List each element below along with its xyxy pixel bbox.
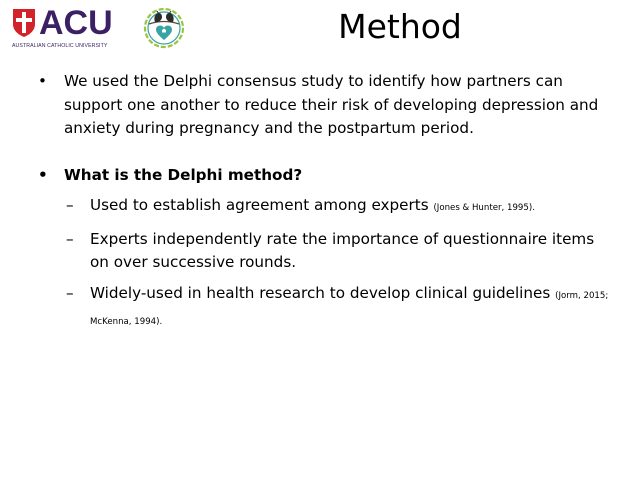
citation: (Jones & Hunter, 1995). <box>433 203 535 213</box>
birds-heart-emblem-icon <box>141 4 187 50</box>
citation: (Jorm, 2015; McKenna, 1994). <box>90 290 609 327</box>
bullet-marker: • <box>38 165 48 184</box>
acu-shield-icon <box>12 8 36 38</box>
bullet-item-heading <box>0 164 604 188</box>
bullet-marker: • <box>38 72 47 90</box>
sub-bullet-text: Used to establish agreement among experts <box>90 196 429 214</box>
dash-marker: – <box>66 283 74 302</box>
bullet-text: What is the Delphi method? <box>64 165 303 184</box>
dash-marker: – <box>66 229 74 248</box>
acu-logo-text: ACU <box>39 4 113 42</box>
sub-bullet-text: Experts independently rate the importance of questionnaire items on over successive rounds. <box>90 229 595 271</box>
slide-title: Method <box>338 7 462 46</box>
dash-marker: – <box>66 196 74 214</box>
bullet-text: We used the Delphi consensus study to identify how partners can support one another to reduce their risk of developing depression and anxiety during pregnancy and the postpartum period. <box>64 72 599 137</box>
slide-content <box>0 70 638 335</box>
acu-logo <box>12 4 130 52</box>
sub-bullet-item <box>0 282 610 335</box>
bullet-item <box>0 70 604 141</box>
sub-bullet-item <box>0 194 610 221</box>
acu-logo-subtitle: AUSTRALIAN CATHOLIC UNIVERSITY <box>12 43 108 49</box>
sub-bullet-item <box>0 228 610 275</box>
sub-bullet-text: Widely-used in health research to develop clinical guidelines <box>90 283 551 302</box>
